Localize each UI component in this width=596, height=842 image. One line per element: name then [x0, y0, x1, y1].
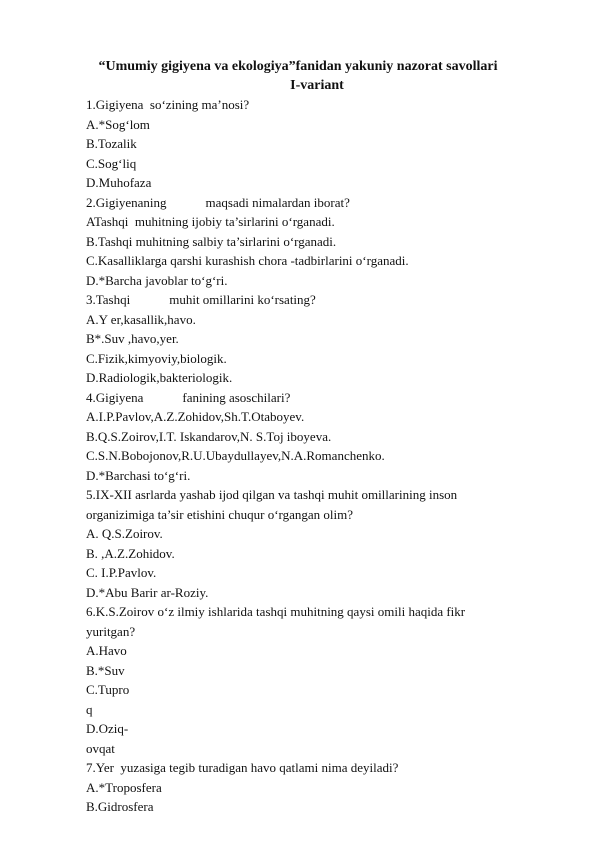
text-line: C.Sog‘liq: [86, 155, 137, 171]
text-line: D.Muhofaza: [86, 175, 152, 190]
text-line: organizimiga ta’sir etishini chuqur o‘rgangan olim?: [86, 506, 354, 522]
text-line: A.*Troposfera: [86, 779, 162, 795]
text-line: 4.Gigiyena fanining asoschilari?: [86, 389, 291, 405]
text-line: B.Q.S.Zoirov,I.T. Iskandarov,N. S.Toj iboyeva.: [86, 428, 332, 444]
text-line: C.S.N.Bobojonov,R.U.Ubaydullayev,N.A.Romanchenko.: [86, 448, 385, 463]
document-title: “Umumiy gigiyena va ekologiya”fanidan yakuniy nazorat savollari: [98, 59, 498, 74]
text-line: A. Q.S.Zoirov.: [86, 526, 163, 541]
text-line: 5.IX-XII asrlarda yashab ijod qilgan va tashqi muhit omillarining inson: [86, 487, 458, 502]
text-line: D.*Abu Barir ar-Roziy.: [86, 584, 209, 600]
text-line: 3.Tashqi muhit omillarini ko‘rsating?: [86, 292, 316, 307]
text-line: A.Y er,kasallik,havo.: [86, 311, 196, 327]
text-line: B.Tashqi muhitning salbiy ta’sirlarini o‘rganadi.: [86, 233, 337, 249]
text-line: C. I.P.Pavlov.: [86, 565, 157, 580]
text-line: A.*Sog‘lom: [86, 116, 150, 132]
variant-label: I-variant: [290, 78, 344, 93]
text-line: ATashqi muhitning ijobiy ta’sirlarini o‘rganadi.: [86, 214, 335, 229]
text-line: B. ,A.Z.Zohidov.: [86, 545, 175, 561]
text-line: A.Havo: [86, 643, 127, 658]
text-line: 7.Yer yuzasiga tegib turadigan havo qatlami nima deyiladi?: [86, 760, 399, 775]
text-line: q: [86, 701, 93, 717]
text-line: 6.K.S.Zoirov o‘z ilmiy ishlarida tashqi muhitning qaysi omili haqida fikr: [86, 604, 466, 619]
text-line: B*.Suv ,havo,yer.: [86, 331, 179, 346]
text-line: A.I.P.Pavlov,A.Z.Zohidov,Sh.T.Otaboyev.: [86, 409, 305, 424]
text-line: B.Tozalik: [86, 136, 137, 151]
text-line: yuritgan?: [86, 623, 136, 639]
text-line: C.Fizik,kimyoviy,biologik.: [86, 350, 227, 366]
text-line: D.Radiologik,bakteriologik.: [86, 370, 233, 385]
text-line: D.*Barchasi to‘g‘ri.: [86, 467, 191, 483]
text-line: C.Tupro: [86, 682, 130, 697]
text-line: C.Kasalliklarga qarshi kurashish chora -tadbirlarini o‘rganadi.: [86, 253, 409, 268]
text-line: B.*Suv: [86, 662, 125, 678]
text-line: D.*Barcha javoblar to‘g‘ri.: [86, 272, 228, 288]
text-line: B.Gidrosfera: [86, 799, 154, 814]
text-line: 2.Gigiyenaning maqsadi nimalardan iborat?: [86, 194, 350, 210]
text-line: D.Oziq-: [86, 721, 129, 736]
text-line: 1.Gigiyena so‘zining ma’nosi?: [86, 97, 250, 112]
question-list: [86, 95, 566, 817]
text-line: ovqat: [86, 740, 115, 756]
